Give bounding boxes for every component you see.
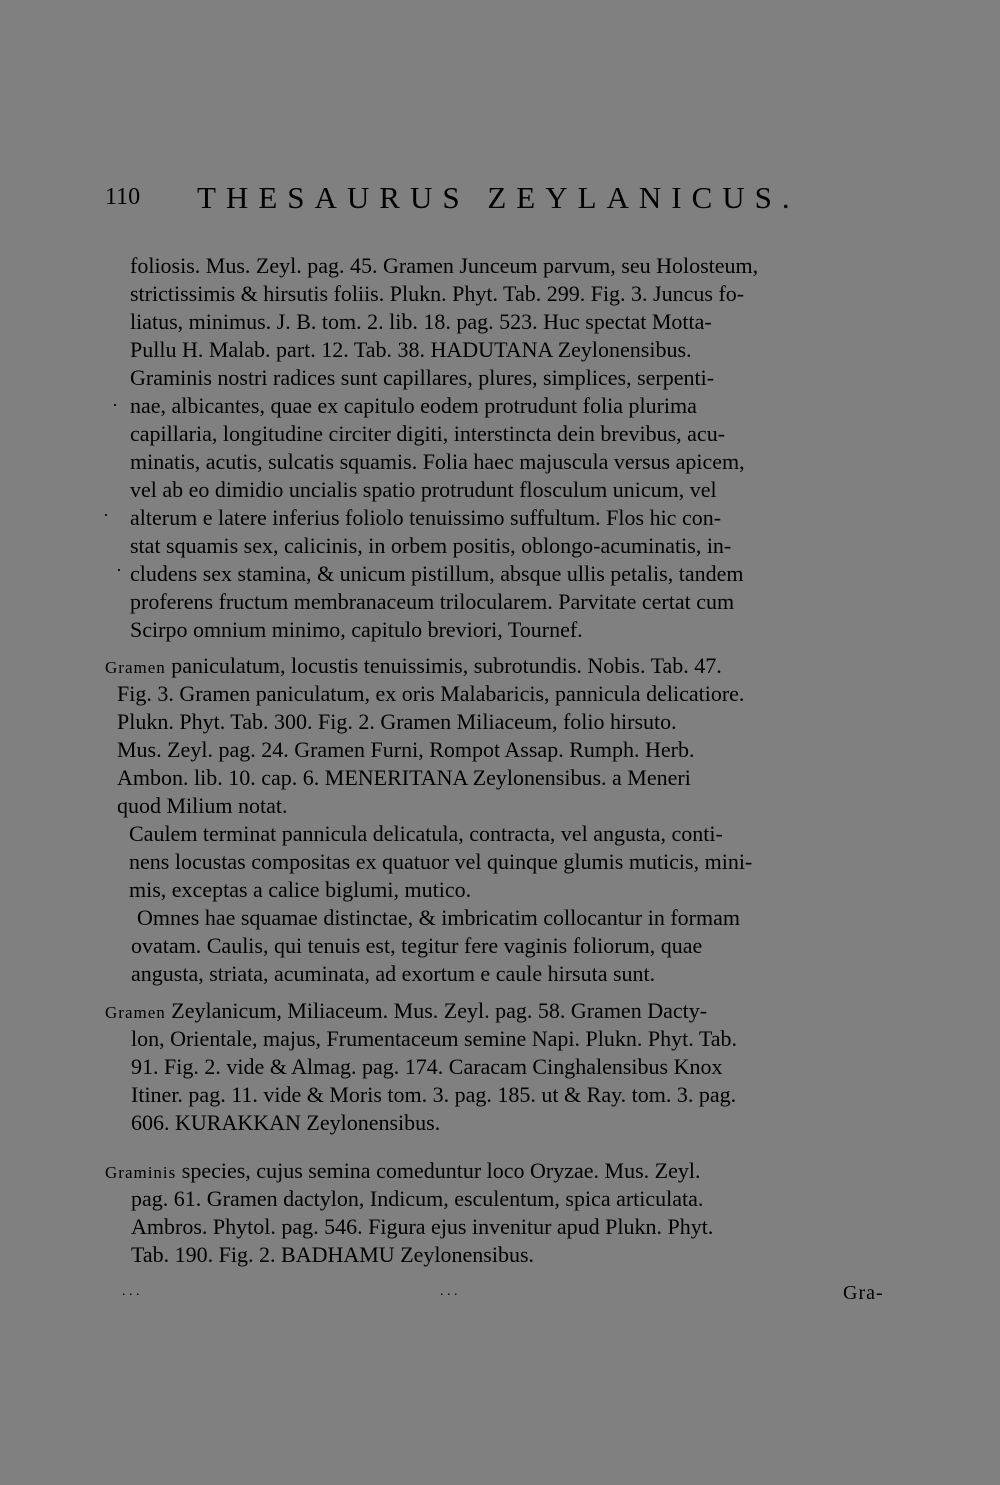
text-line: Pullu H. Malab. part. 12. Tab. 38. HADUTANA Zeylonensibus. (130, 337, 692, 362)
text-line: strictissimis & hirsutis foliis. Plukn. Phyt. Tab. 299. Fig. 3. Juncus fo- (130, 281, 745, 306)
print-speck: · (116, 560, 122, 580)
text-line: Omnes hae squamae distinctae, & imbricatim collocantur in formam (137, 905, 740, 930)
print-speck: . . . (440, 1284, 458, 1299)
text-line: Tab. 190. Fig. 2. BADHAMU Zeylonensibus. (131, 1242, 535, 1267)
text-line: Caulem terminat pannicula delicatula, contracta, vel angusta, conti- (129, 821, 723, 846)
text-line: ovatam. Caulis, qui tenuis est, tegitur fere vaginis foliorum, quae (131, 933, 703, 958)
text-line: cludens sex stamina, & unicum pistillum, absque ullis petalis, tandem (130, 561, 744, 586)
text-line: Fig. 3. Gramen paniculatum, ex oris Malabaricis, pannicula delicatiore. (117, 681, 745, 706)
print-speck: · (112, 395, 118, 415)
text-line: angusta, striata, acuminata, ad exortum e caule hirsuta sunt. (131, 961, 656, 986)
text-line: Mus. Zeyl. pag. 24. Gramen Furni, Rompot Assap. Rumph. Herb. (117, 737, 695, 762)
text-line: pag. 61. Gramen dactylon, Indicum, esculentum, spica articulata. (131, 1186, 704, 1211)
text-line: species, cujus semina comeduntur loco Oryzae. Mus. Zeyl. (181, 1158, 701, 1183)
text-line: Ambros. Phytol. pag. 546. Figura ejus invenitur apud Plukn. Phyt. (131, 1214, 714, 1239)
text-line: vel ab eo dimidio uncialis spatio protrudunt flosculum unicum, vel (130, 477, 717, 502)
text-line: quod Milium notat. (117, 793, 288, 818)
text-line: capillaria, longitudine circiter digiti, interstincta dein brevibus, acu- (130, 421, 726, 446)
text-line: lon, Orientale, majus, Frumentaceum semine Napi. Plukn. Phyt. Tab. (131, 1026, 738, 1051)
entry-lead-word: Graminis (105, 1163, 177, 1182)
text-line: stat squamis sex, calicinis, in orbem positis, oblongo-acuminatis, in- (130, 533, 732, 558)
text-line: liatus, minimus. J. B. tom. 2. lib. 18. pag. 523. Huc spectat Motta- (130, 309, 712, 334)
text-line: foliosis. Mus. Zeyl. pag. 45. Gramen Junceum parvum, seu Holosteum, (130, 253, 759, 278)
text-line: 606. KURAKKAN Zeylonensibus. (131, 1110, 441, 1135)
entry-lead-word: Gramen (105, 658, 166, 677)
text-line: Itiner. pag. 11. vide & Moris tom. 3. pag. 185. ut & Ray. tom. 3. pag. (131, 1082, 737, 1107)
text-line: alterum e latere inferius foliolo tenuissimo suffultum. Flos hic con- (130, 505, 722, 530)
text-line: 91. Fig. 2. vide & Almag. pag. 174. Caracam Cinghalensibus Knox (131, 1054, 723, 1079)
text-line: Ambon. lib. 10. cap. 6. MENERITANA Zeylonensibus. a Meneri (117, 765, 691, 790)
text-line: Scirpo omnium minimo, capitulo breviori, Tournef. (130, 617, 583, 642)
entry-first-line (105, 998, 707, 1026)
running-title: THESAURUS ZEYLANICUS. (197, 180, 800, 215)
print-speck: · (103, 505, 109, 525)
catchword: Gra- (843, 1282, 884, 1304)
print-speck: . . . (122, 1284, 140, 1299)
entry-lead-word: Gramen (105, 1003, 166, 1022)
entry-first-line (105, 653, 722, 681)
text-line: Zeylanicum, Miliaceum. Mus. Zeyl. pag. 58. Gramen Dacty- (171, 998, 708, 1023)
text-line: paniculatum, locustis tenuissimis, subrotundis. Nobis. Tab. 47. (171, 653, 722, 678)
text-line: Plukn. Phyt. Tab. 300. Fig. 2. Gramen Miliaceum, folio hirsuto. (117, 709, 677, 734)
page-number: 110 (105, 184, 141, 210)
text-line: minatis, acutis, sulcatis squamis. Folia haec majuscula versus apicem, (130, 449, 745, 474)
text-line: proferens fructum membranaceum trilocularem. Parvitate certat cum (130, 589, 735, 614)
text-line: Graminis nostri radices sunt capillares, plures, simplices, serpenti- (130, 365, 715, 390)
text-line: nae, albicantes, quae ex capitulo eodem protrudunt folia plurima (130, 393, 697, 418)
text-line: mis, exceptas a calice biglumi, mutico. (129, 877, 472, 902)
page-header (105, 180, 905, 220)
entry-first-line (105, 1158, 700, 1186)
text-line: nens locustas compositas ex quatuor vel quinque glumis muticis, mini- (129, 849, 753, 874)
